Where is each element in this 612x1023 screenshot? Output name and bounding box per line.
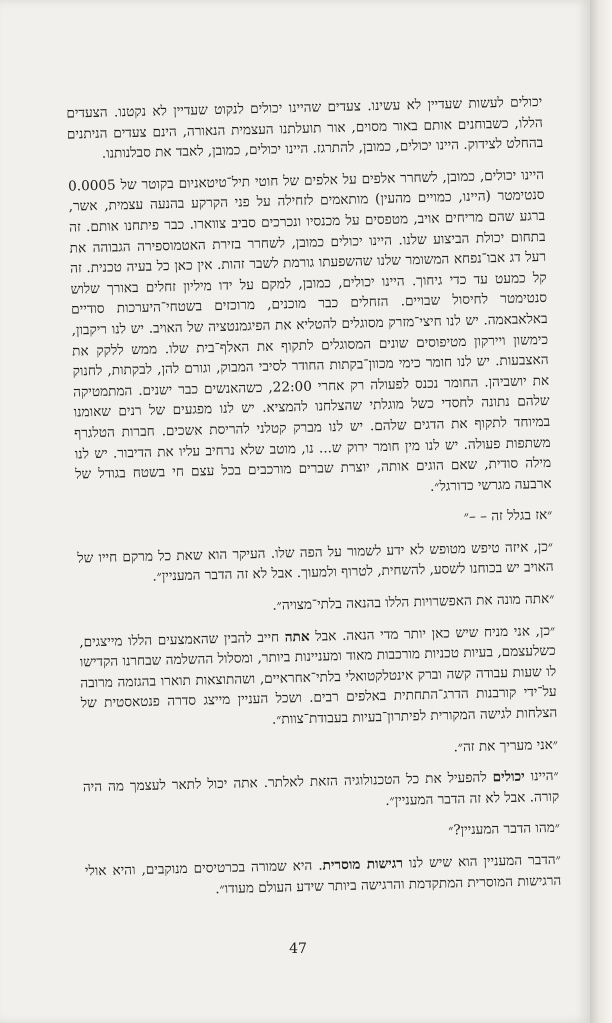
paragraph bbox=[79, 620, 557, 735]
paragraph bbox=[85, 850, 562, 903]
paragraph bbox=[68, 165, 552, 506]
text-span: היינו יכולים, כמובן, לשחרר אלפים על אלפים של חוטי תיל־טיטאניום בקוטר של 0.0005 סנטימטר (היינו, כמויים מהעין) מותאמים לזחילה על פני הקרקע בהנעה עצמית, אשר, ברגע שהם מריחים אויב, מטפסים על מכנסיו ונכרכים סביב צווארו. כבר פיתחנו אותם. זה בתחום יכולת הביצוע שלנו. היינו יכולים כמובן, לשחרר בזירת האטמוספירה הגבוהה את רעל דג אבו־נפחא המשומר שלנו שהשפעתו גורמת לשבר זהות. אין כאן כל בעיה טכנית. זה קל כמעט עד כדי גיחוך. היינו יכולים, כמובן, למקם על ידו מיליון זחלים באורך שלוש סנטימטר לחיסול שבויים. הזחלים כבר מוכנים, מרוכזים בשטחי־היערכות סודיים באלאבאמה. יש לנו חיצי־מזרק מסוגלים להטליא את הפיגמנטציה של האויב. יש לנו ריקבון, כימשון ויירקון מטיפוסים שונים המסוגלים לתקוף את האלף־בית שלו. ממש ללקק את האצבעות. יש לנו חומר כימי מכוון־בקתות החודר לסיבי המבוק, וגורם להן, לבקתות, לחנוק את יושביהן. החומר נכנס לפעולה רק אחרי 22:00, כשהאנשים כבר ישנים. המתמטיקה שלהם נתונה לחסדי כשל מוגלתי שהצלחנו להמציא. יש לנו מפגעים של רנים שאומנו במיוחד לתקוף את הדגים שלהם. יש לנו מברק קטלני להריסת אשכים. חברות הטלגרף משתפות פעולה. יש לנו מין חומר ירוק ש... נו, מוטב שלא נרחיב עליו את הדיבור. יש לנו מילה סודית, שאם הוגים אותה, יוצרת שברים מורכבים בכל עצם חי בשטח בגודל של ארבעה מגרשי כדורגל״. bbox=[67, 166, 552, 495]
text-span: ״כן, אני מניח שיש כאן יותר מדי הנאה. אבל bbox=[309, 622, 556, 645]
text-span: יכולים לעשות שעדיין לא עשינו. צעדים שהיינו יכולים לנקוט שעדיין לא נקטנו. הצעדים הללו, כשבוחנים אותם באור מסוים, אור תועלתנו העצמית הנאורה, הינם צעדים הניתנים בהחלט לצידוק. היינו יכולים, כמובן, להתרגז. היינו יכולים, כמובן, לאבד את סבלנותנו. bbox=[66, 93, 544, 162]
text-span: חייב להבין שהאמצעים הללו מייצגים, כשלעצמם, בעיות טכניות מורכבות מאוד ומעניינות ביותר, ומסלול ההשלמה שבחרנו הקדישו לו שעות עבודה קשה וברק אינטלקטואלי בלתי־אחראיים, ושהתוצאות תוארו בהגזמה מרובה על־ידי קורבנות הדרג־התחתית באלפים רבים. ושכל העניין מייצג סדרה פנטאסטית של הצלחות לגישה המקורית לפיתרון־בעיות בעבודת־צוות״. bbox=[79, 629, 558, 728]
page-number: 47 bbox=[289, 941, 307, 957]
paragraph bbox=[82, 734, 558, 766]
paragraph bbox=[83, 766, 560, 819]
text-span: ״אתה מונה את האפשרויות הללו בהנאה בלתי־מצויה״. bbox=[272, 590, 555, 614]
text-span: להפעיל את כל הטכנולוגיה הזאת לאלתר. אתה יכול לתאר לעצמך מה היה קורה. אבל לא זה הדבר המעניין״. bbox=[82, 769, 560, 809]
paragraph bbox=[76, 505, 552, 537]
paragraph bbox=[66, 92, 543, 165]
text-span: ״אני מעריך את זה״. bbox=[453, 736, 559, 755]
bold-text-span: רגישות מוסרית bbox=[322, 855, 404, 874]
bold-text-span: אתה bbox=[284, 628, 310, 646]
body-text bbox=[66, 92, 562, 943]
text-span: ״היינו bbox=[524, 768, 559, 785]
paragraph bbox=[84, 818, 560, 850]
text-span: ״מהו הדבר המעניין?״ bbox=[448, 820, 561, 839]
text-span: ״כן, איזה טיפש מטופש לא ידע לשמור על הפה שלו. העיקר הוא שאת כל מרקם חייו של האויב יש בכוחנו לשסע, להשחית, לטרוף ולמעוך. אבל לא זה הדבר המעניין״. bbox=[77, 538, 554, 586]
bold-text-span: יכולים bbox=[492, 768, 525, 786]
text-span: ״הדבר המעניין הוא שיש לנו bbox=[402, 851, 561, 872]
text-span: . היא שמורה בכרטיסים מנוקבים, והיא אולי הרגישות המוסרית המתקדמת והרגישה ביותר שידע העולם מעודו״. bbox=[84, 857, 562, 897]
paragraph bbox=[77, 537, 554, 590]
text-span: ״אז בגלל זה – –״ bbox=[463, 507, 553, 526]
page-edge bbox=[590, 0, 612, 1023]
paragraph bbox=[78, 589, 554, 621]
